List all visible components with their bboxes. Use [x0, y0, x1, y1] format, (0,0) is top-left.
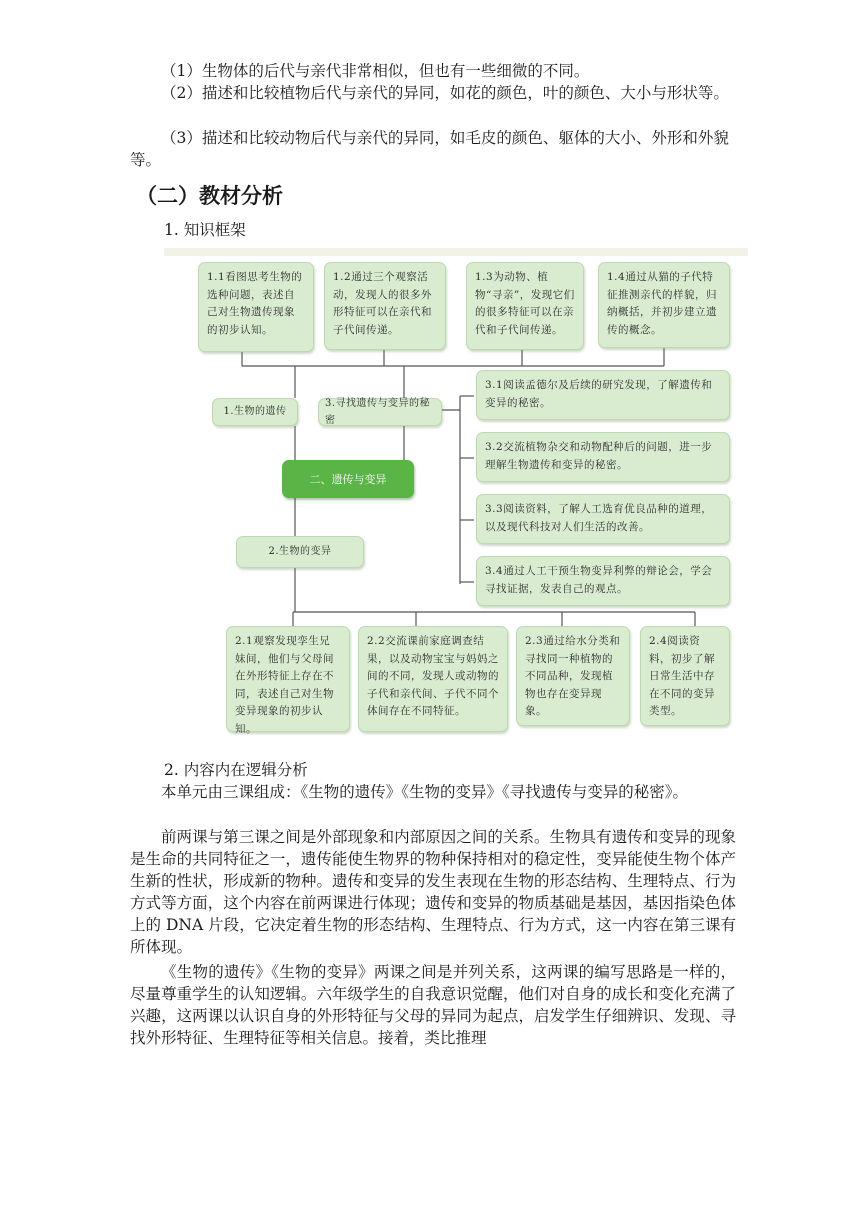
- unit-center-node: 二、遗传与变异: [282, 460, 414, 498]
- lesson-variation-label: 2.生物的变异: [236, 536, 364, 568]
- right-box-3-2: 3.2交流植物杂交和动物配种后的问题，进一步理解生物遗传和变异的秘密。: [476, 432, 730, 482]
- intro-item-2: （2）描述和比较植物后代与亲代的异同，如花的颜色，叶的颜色、大小与形状等。: [161, 84, 729, 102]
- bottom-box-2-1: 2.1观察发现孪生兄妹间，他们与父母间在外形特征上存在不同，表述自己对生物变异现象的初步认知。: [226, 626, 350, 732]
- bottom-box-2-2: 2.2交流课前家庭调查结果，以及动物宝宝与妈妈之间的不同，发现人或动物的子代和亲代间、子代不同个体间存在不同特征。: [358, 626, 508, 732]
- knowledge-framework-diagram: [164, 248, 748, 740]
- top-box-1-3: 1.3为动物、植物“寻亲”，发现它们的很多特征可以在亲代和子代间传递。: [466, 262, 584, 350]
- intro-item-3: （3）描述和比较动物后代与亲代的异同，如毛皮的颜色、躯体的大小、外形和外貌等。: [130, 129, 729, 169]
- lesson-secret-label: 3.寻找遗传与变异的秘密: [318, 398, 442, 426]
- body-paragraph-1: 本单元由三课组成：《生物的遗传》《生物的变异》《寻找遗传与变异的秘密》。: [161, 783, 689, 801]
- top-box-1-1: 1.1看图思考生物的选种问题，表述自己对生物遗传现象的初步认知。: [198, 262, 314, 352]
- bottom-box-2-3: 2.3通过给水分类和寻找同一种植物的不同品种，发现植物也存在变异现象。: [516, 626, 630, 726]
- right-box-3-1: 3.1阅读孟德尔及后续的研究发现，了解遗传和变异的秘密。: [476, 370, 730, 420]
- bottom-box-2-4: 2.4阅读资料，初步了解日常生活中存在不同的变异类型。: [640, 626, 730, 726]
- body-paragraph-3: 《生物的遗传》《生物的变异》两课之间是并列关系，这两课的编写思路是一样的，尽量尊重学生的认知逻辑。六年级学生的自我意识觉醒，他们对自身的成长和变化充满了兴趣，这两课以认识自身的外形特征与父母的异同为起点，启发学生仔细辨识、发现、寻找外形特征、生理特征等相关信息。接着，类比推理: [130, 963, 736, 1047]
- right-box-3-3: 3.3阅读资料，了解人工选育优良品种的道理，以及现代科技对人们生活的改善。: [476, 494, 730, 544]
- body-paragraph-2: 前两课与第三课之间是外部现象和内部原因之间的关系。生物具有遗传和变异的现象是生命的共同特征之一，遗传能使生物界的物种保持相对的稳定性，变异能使生物个体产生新的性状，形成新的物种。遗传和变异的发生表现在生物的形态结构、生理特点、行为方式等方面，这个内容在前两课进行体现；遗传和变异的物质基础是基因，基因指染色体上的 DNA 片段，它决定着生物的形态结构、生理特点、行为方式，这一内容在第三课有所体现。: [130, 828, 736, 956]
- intro-item-1: （1）生物体的后代与亲代非常相似，但也有一些细微的不同。: [161, 62, 590, 80]
- lesson-heredity-label: 1.生物的遗传: [212, 398, 298, 426]
- right-box-3-4: 3.4通过人工干预生物变异利弊的辩论会，学会寻找证据，发表自己的观点。: [476, 556, 730, 606]
- section-title: （二）教材分析: [136, 184, 283, 208]
- subsection-knowledge-framework: 1. 知识框架: [164, 221, 246, 239]
- top-box-1-4: 1.4通过从猫的子代特征推测亲代的样貌，归纳概括，并初步建立遗传的概念。: [598, 262, 730, 348]
- top-box-1-2: 1.2通过三个观察活动，发现人的很多外形特征可以在亲代和子代间传递。: [324, 262, 446, 350]
- subsection-logic-analysis: 2. 内容内在逻辑分析: [164, 761, 308, 779]
